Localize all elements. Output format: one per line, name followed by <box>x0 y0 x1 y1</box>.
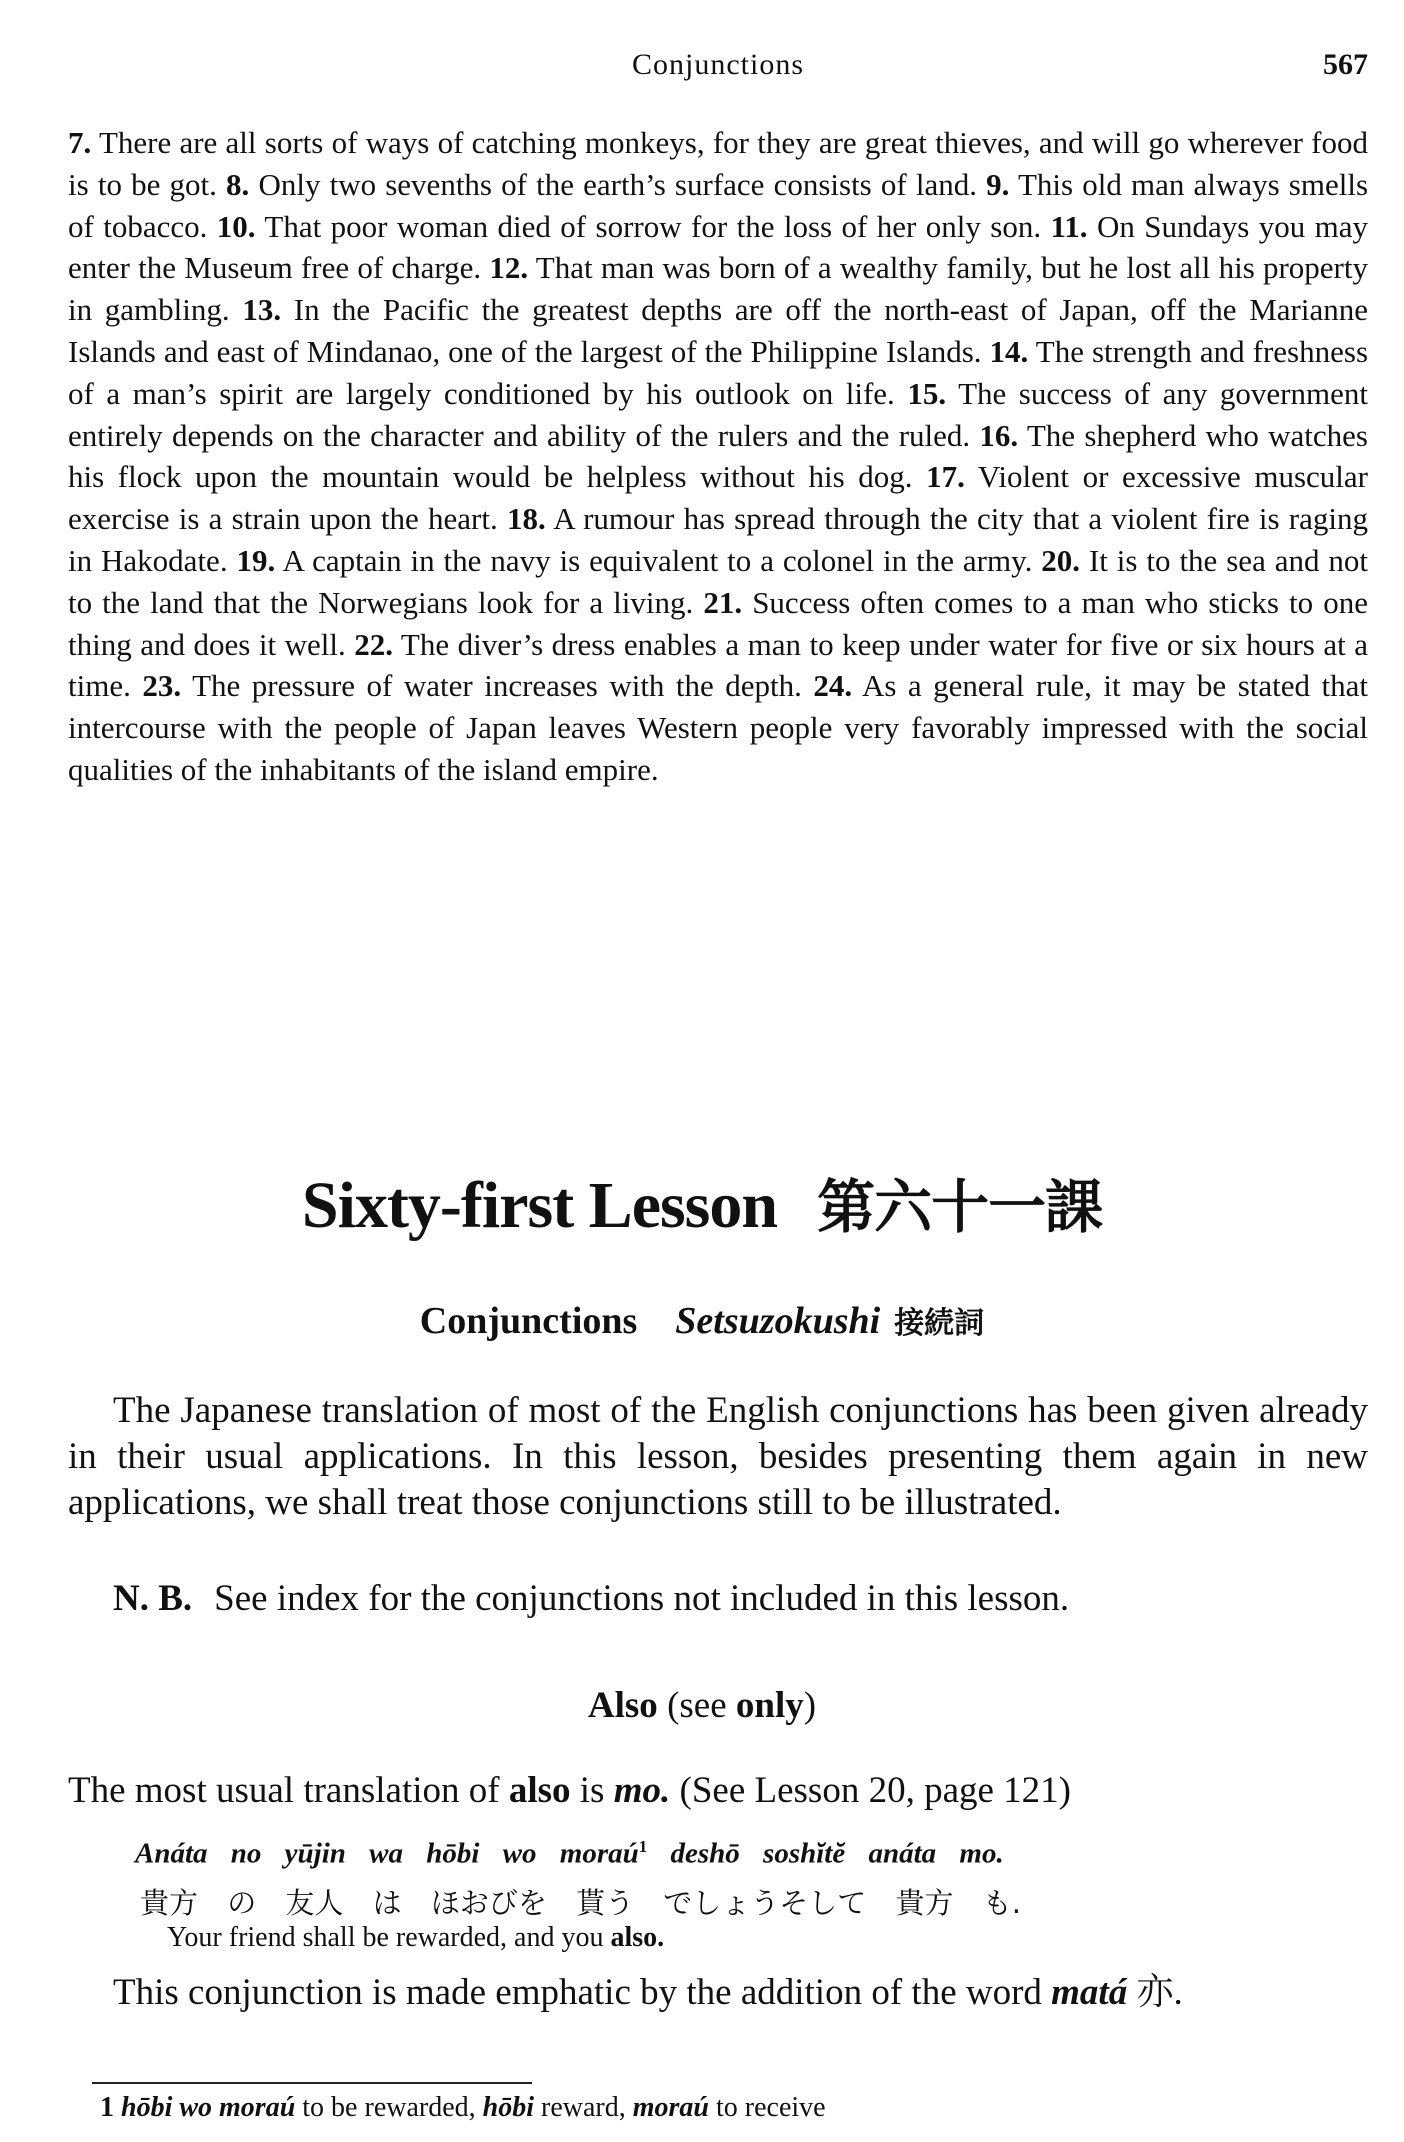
running-title: Conjunctions <box>631 48 804 81</box>
exercise-text: The pressure of water increases with the depth. <box>192 668 802 704</box>
intro-paragraph: The Japanese translation of most of the English conjunctions has been given already in their usual applications. In this lesson, besides presenting them again in new applications, we shall treat those conjunctions still to be illustrated. <box>68 1390 1368 1523</box>
exercise-number: 8. <box>226 166 250 202</box>
section-heading-english: Conjunctions <box>419 1300 638 1342</box>
emphatic-paragraph <box>68 1970 1368 2016</box>
exercise-text: On Sundays you may enter the Museum free of charge. <box>68 208 1369 286</box>
exercise-text: A rumour has spread through the city that a violent fire is raging in Hakodate. <box>68 501 1369 578</box>
usual-pre: The most usual translation of <box>68 1770 500 1811</box>
footnote-term-2: hōbi <box>482 2092 534 2123</box>
exercise-text: Only two sevenths of the earth’s surface consists of land. <box>258 166 977 202</box>
exercise-text: That poor woman died of sorrow for the loss of her only son. <box>264 208 1042 244</box>
example-japanese: 貴方 の 友人 は ほおびを 貰う でしょうそして 貴方 も. <box>140 1886 1021 1920</box>
example-romaji <box>135 1837 1335 1871</box>
usual-reference: (See Lesson 20, page 121) <box>679 1770 1071 1811</box>
exercise-text: There are all sorts of ways of catching monkeys, for they are great thieves, and will go wherever food is to be got. <box>68 125 1368 202</box>
section-heading <box>0 1298 1404 1343</box>
exercise-text: As a general rule, it may be stated that intercourse with the people of Japan leaves Western people very favorably impressed with the social qualities of the inhabitants of the island empire. <box>68 668 1368 787</box>
usual-mo: mo. <box>613 1770 671 1811</box>
exercise-sentence <box>217 209 1041 244</box>
usual-mid: is <box>579 1770 605 1811</box>
exercise-number: 7. <box>68 125 92 160</box>
example-english-word: also. <box>610 1922 665 1953</box>
footnote-term-3: moraú <box>632 2092 709 2123</box>
footnote-divider <box>92 2082 532 2084</box>
lesson-title <box>0 1160 1404 1244</box>
exercise-text: The shepherd who watches his flock upon the mountain would be helpless without his dog. <box>68 417 1368 495</box>
exercise-text: This old man always smells of tobacco. <box>68 166 1369 244</box>
emphatic-text: This conjunction is made emphatic by the addition of the word <box>113 1972 1042 2013</box>
running-head <box>68 48 1368 88</box>
footnote <box>100 2092 1300 2124</box>
footnote-term: hōbi wo moraú <box>121 2092 296 2123</box>
exercise-number: 12. <box>489 250 529 286</box>
exercise-sentence <box>142 668 802 703</box>
section-heading-romaji: Setsuzokushi <box>675 1300 881 1342</box>
exercise-number: 17. <box>926 459 965 495</box>
exercise-number: 22. <box>354 626 393 662</box>
exercise-text: It is to the sea and not to the land that the Norwegians look for a living. <box>68 542 1369 620</box>
footnote-marker: 1 <box>638 1837 648 1856</box>
also-heading-paren-open: (see <box>667 1685 727 1726</box>
nota-bene-label: N. B. <box>113 1578 193 1619</box>
exercise-text: A captain in the navy is equivalent to a colonel in the army. <box>282 542 1033 578</box>
also-heading-paren-close: ) <box>803 1685 817 1726</box>
exercise-text: That man was born of a wealthy family, but he lost all his property in gambling. <box>68 250 1368 328</box>
exercise-number: 16. <box>979 417 1019 453</box>
page-number: 567 <box>1323 48 1368 81</box>
usual-word: also <box>508 1770 571 1811</box>
exercise-text: Violent or excessive muscular exercise is a strain upon the heart. <box>68 459 1368 537</box>
nota-bene <box>113 1576 1368 1622</box>
exercise-number: 18. <box>506 501 546 537</box>
example-english <box>167 1922 1367 1954</box>
exercise-sentence <box>226 167 977 202</box>
nota-bene-text: See index for the conjunctions not included in this lesson. <box>214 1578 1070 1619</box>
exercise-number: 15. <box>907 375 947 411</box>
exercise-text: In the Pacific the greatest depths are off the north-east of Japan, off the Marianne Islands and east of Mindanao, one of the largest of the Philippine Islands. <box>68 292 1369 369</box>
lesson-title-text: Sixty-first Lesson <box>301 1169 778 1242</box>
section-heading-kanji: 接続詞 <box>894 1306 985 1341</box>
example-english-pre: Your friend shall be rewarded, and you <box>167 1922 604 1953</box>
exercise-text: The success of any government entirely depends on the character and ability of the rulers and the ruled. <box>68 375 1368 453</box>
exercise-number: 21. <box>703 584 743 620</box>
footnote-number: 1 <box>100 2092 114 2123</box>
exercise-sentence <box>237 543 1033 578</box>
example-romaji-start: Anáta no yūjin wa hōbi wo moraú <box>135 1837 639 1870</box>
emphatic-word: matá <box>1051 1972 1128 2013</box>
also-heading-word: Also <box>587 1685 658 1726</box>
exercise-number: 20. <box>1041 542 1081 578</box>
emphatic-kanji: 亦. <box>1136 1972 1183 2013</box>
usual-translation-line <box>68 1768 1368 1814</box>
footnote-gloss-2: reward, <box>541 2092 626 2123</box>
exercise-number: 13. <box>242 292 282 328</box>
exercise-number: 11. <box>1050 208 1088 244</box>
exercise-text: Success often comes to a man who sticks to one thing and does it well. <box>68 584 1369 662</box>
exercise-text: The strength and freshness of a man’s spirit are largely conditioned by his outlook on life. <box>68 333 1369 411</box>
exercise-number: 14. <box>989 333 1029 369</box>
footnote-gloss-1: to be rewarded, <box>302 2092 476 2123</box>
exercise-number: 10. <box>216 208 256 244</box>
lesson-title-japanese: 第六十一課 <box>817 1173 1103 1241</box>
exercise-number: 19. <box>236 542 276 578</box>
also-heading-paren-word: only <box>735 1685 804 1726</box>
exercise-number: 24. <box>813 668 853 704</box>
footnote-gloss-3: to receive <box>715 2092 826 2123</box>
exercise-number: 9. <box>986 166 1010 202</box>
exercise-text: The diver’s dress enables a man to keep under water for five or six hours at a time. <box>68 626 1368 704</box>
example-romaji-end: deshō soshĭtĕ anáta mo. <box>670 1837 1004 1870</box>
also-heading <box>0 1684 1404 1727</box>
exercise-sentences <box>68 122 1368 791</box>
exercise-number: 23. <box>142 668 182 704</box>
